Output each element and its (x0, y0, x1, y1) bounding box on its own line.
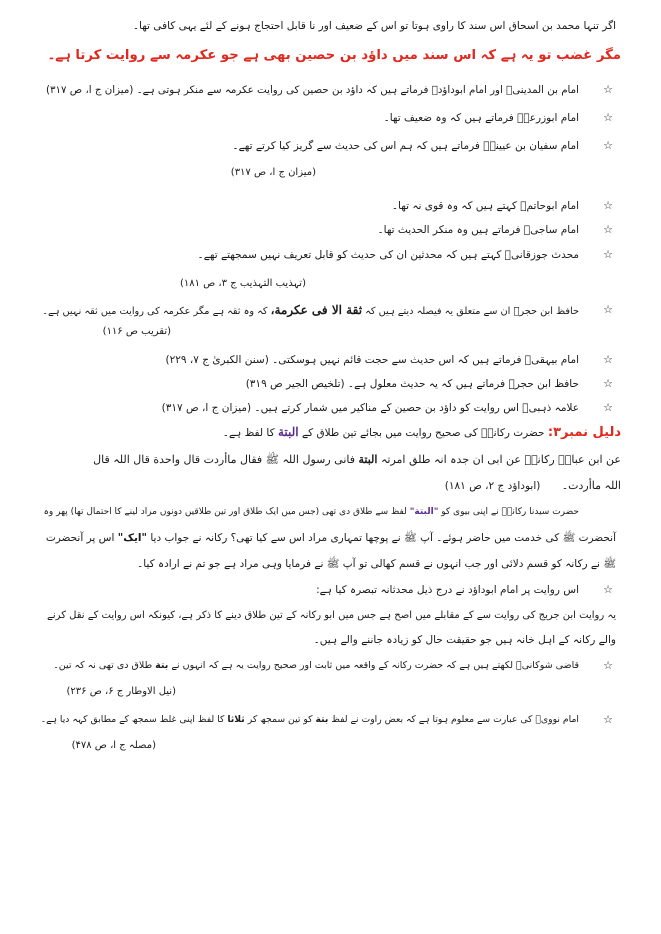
star-icon: ☆ (603, 659, 613, 672)
bullet-item (53, 658, 579, 674)
bullet-item: امام بن المدینیؒ اور امام ابوداؤدؒ فرماتے ہیں کہ داؤد بن حصین کی روایت عکرمہ سے منکر ہوتی ہے۔ (میزان ج ا، ص ۳۱۷) (46, 84, 579, 96)
bullet-item: علامہ ذہبیؒ اس روایت کو داؤد بن حصین کے مناکیر میں شمار کرتے ہیں۔ (میزان ج ا، ص ۳۱۷) (161, 402, 579, 414)
arabic-hadith-line (93, 452, 621, 468)
para-text: لفظ سے طلاق دی تھی (جس میں ایک طلاق اور تین طلاقیں دونوں مراد لینے کا احتمال تھا) پھر وہ (43, 507, 407, 517)
star-icon: ☆ (603, 377, 613, 390)
hafiz-arabic-phrase: ثقة الا فی عکرمة، (270, 303, 363, 317)
paragraph-line: ﷺ نے رکانہ کو قسم دلائی اور جب انہوں نے قسم کھالی تو آپ ﷺ نے فرمایا وہی مراد ہے جو تم نے ارادہ کیا۔ (137, 558, 616, 570)
bullet-item: امام ساجیؒ فرماتے ہیں وہ منکر الحدیث تھا۔ (377, 224, 579, 236)
nawawi-bold: بتة (315, 714, 329, 725)
arabic-hadith-line-2 (445, 478, 621, 494)
star-icon: ☆ (603, 199, 613, 212)
star-icon: ☆ (603, 303, 613, 316)
paragraph-line (46, 530, 616, 546)
daleel-text-before: حضرت رکانہؓ کی صحیح روایت میں بجائے تین طلاق کے (301, 427, 545, 439)
star-icon: ☆ (603, 248, 613, 261)
nawawi-text: کو تین سمجھ کر (247, 714, 313, 725)
reference: (تہذیب التہذیب ج ۳، ص ۱۸۱) (179, 278, 306, 289)
bullet-item: امام ابوحاتمؒ کہتے ہیں کہ وہ قوی نہ تھا۔ (391, 200, 579, 212)
intro-text: اگر تنہا محمد بن اسحاق اس سند کا راوی ہوتا تو اس کے ضعیف اور نا قابل احتجاج ہونے کے لئے یہی کافی تھا۔ (132, 20, 616, 32)
star-icon: ☆ (603, 83, 613, 96)
hafiz-text-after: کہ وہ ثقہ ہے مگر عکرمہ کی روایت میں ثقہ نہیں ہے۔ (42, 306, 268, 317)
star-icon: ☆ (603, 401, 613, 414)
reference: (نیل الاوطار ج ۶، ص ۲۳۶) (66, 686, 176, 697)
bullet-item: امام ابوزرعہؒ فرماتے ہیں کہ وہ ضعیف تھا۔ (383, 112, 579, 124)
reference: (مصلہ ج ا، ص ۴۷۸) (71, 740, 156, 751)
daleel-label: دلیل نمبر۳: (547, 425, 621, 440)
shawkani-text: طلاق دی تھی نہ کہ تین۔ (53, 660, 153, 671)
bullet-item: حافظ ابن حجرؒ فرماتے ہیں کہ یہ حدیث معلول ہے۔ (تلخیص الجیر ص ۳۱۹) (245, 378, 579, 390)
shawkani-bold: بتة (155, 660, 169, 671)
bullet-item (41, 712, 579, 728)
paragraph-line (44, 504, 579, 520)
arabic-line2: اللہ ماأردت۔ (561, 479, 621, 492)
bullet-item: اس روایت پر امام ابوداؤد نے درج ذیل محدثانہ تبصرہ کیا ہے: (316, 584, 579, 596)
para-highlight: "البتة" (409, 507, 439, 517)
reference: (تقریب ص ۱۱۶) (102, 326, 171, 337)
reference: (میزان ج ا، ص ۳۱۷) (230, 167, 316, 178)
star-icon: ☆ (603, 583, 613, 596)
hafiz-text-before: حافظ ابن حجرؒ ان سے متعلق یہ فیصلہ دیتے ہیں کہ (365, 306, 579, 317)
arabic-before: عن ابن عباسؓ رکانہؓ عن ابی ان جدہ انہ طلق امرتہ (380, 453, 621, 466)
para-text: آنحضرت ﷺ کی خدمت میں حاضر ہوئے۔ آپ ﷺ نے پوچھا تمہاری مراد اس سے کیا تھی؟ رکانہ نے جواب دیا (150, 532, 616, 544)
nawawi-text: امام نوویؒ کی عبارت سے معلوم ہوتا ہے کہ بعض راوت نے لفظ (331, 714, 579, 725)
bullet-item (42, 302, 579, 320)
star-icon: ☆ (603, 353, 613, 366)
bullet-item: امام سفیان بن عیینہؒ فرماتے ہیں کہ ہم اس کی حدیث سے گریز کیا کرتے تھے۔ (232, 140, 579, 152)
bullet-item: محدث جوزقانیؒ کہتے ہیں کہ محدثین ان کی حدیث کو قابل تعریف نہیں سمجھتے تھے۔ (197, 249, 579, 261)
daleel-heading (223, 424, 621, 441)
para-text: اس پر آنحضرت (45, 532, 115, 544)
arabic-after: فانی رسول اللہ ﷺ فقال ماأردت قال واحدة قال اللہ قال (93, 453, 356, 466)
para-bold: "ایک" (117, 532, 147, 544)
nawawi-bold: ثلاثا (227, 714, 245, 725)
arabic-bold: البتة (358, 453, 378, 466)
daleel-text-after: کا لفظ ہے۔ (222, 427, 275, 439)
daleel-highlight: البتة (277, 425, 299, 439)
shawkani-text: قاضی شوکانیؒ لکھتے ہیں ہے کہ حضرت رکانہ کے واقعہ میں ثابت اور صحیح روایت یہ ہے کہ انہوں نے (171, 660, 579, 671)
star-icon: ☆ (603, 713, 613, 726)
star-icon: ☆ (603, 223, 613, 236)
commentary-line: والے رکانہ کے اہل خانہ ہیں جو حقیقت حال کو زیادہ جاننے والے ہیں۔ (313, 634, 616, 646)
para-text: حضرت سیدنا رکانہؓ نے اپنی بیوی کو (441, 507, 579, 517)
abudawud-reference: (ابوداؤد ج ۲، ص ۱۸۱) (444, 480, 541, 492)
nawawi-text: کا لفظ اپنی غلط سمجھ کے مطابق کہہ دیا ہے۔ (40, 714, 225, 725)
bullet-item: امام بیہقیؒ فرماتے ہیں کہ اس حدیث سے حجت قائم نہیں ہوسکتی۔ (سنن الکبریٰ ج ۷، ۲۲۹) (165, 354, 579, 366)
star-icon: ☆ (603, 139, 613, 152)
commentary-line: یہ روایت ابن جریج کی روایت سے کے مقابلے میں اصح ہے جس میں ابو رکانہ کے تین طلاق دینے کا ذکر ہے، کیونکہ اس روایت کے نقل کرنے (47, 610, 616, 621)
star-icon: ☆ (603, 111, 613, 124)
red-heading: مگر غضب تو یہ ہے کہ اس سند میں داؤد بن حصین بھی ہے جو عکرمہ سے روایت کرتا ہے۔ (47, 48, 621, 63)
